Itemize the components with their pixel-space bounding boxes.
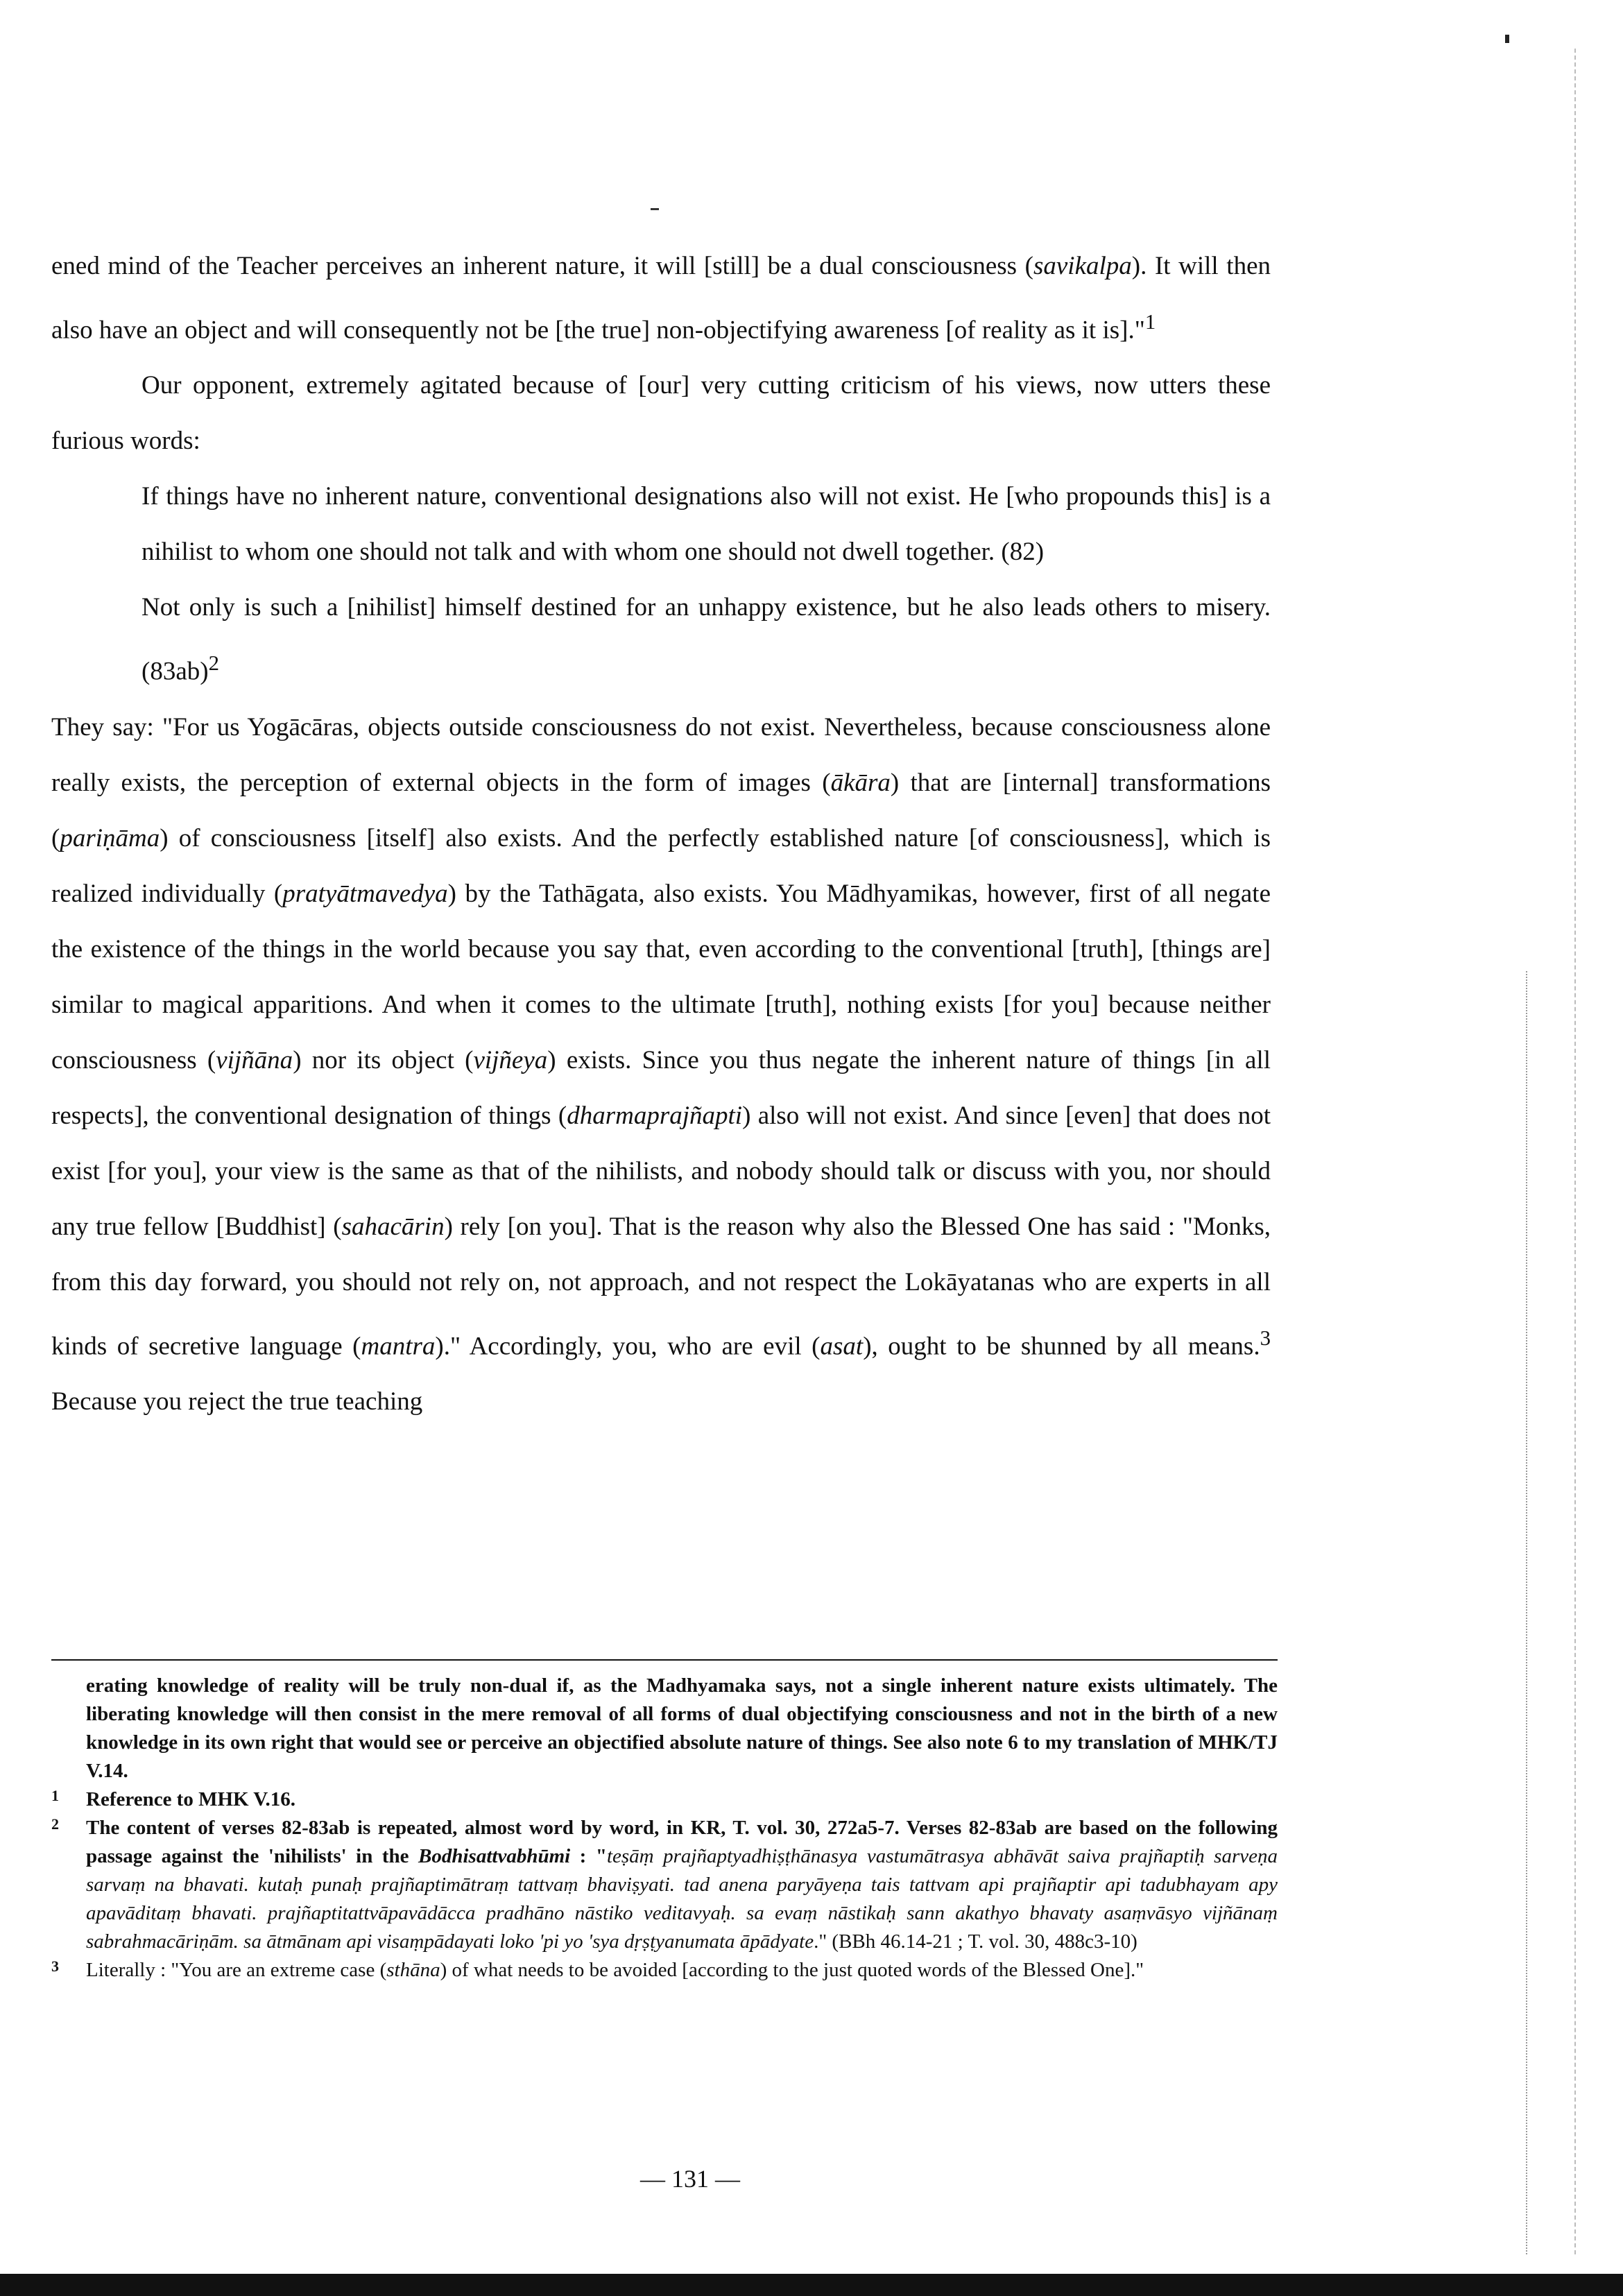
footnote-2: 2 The content of verses 82-83ab is repeated, almost word by word, in KR, T. vol. 30, 272a5-7. Verses 82-83ab are based on the following passage against the 'nihilists' in the Bodhisattvabhūmi : "teṣāṃ prajñaptyadhiṣṭhānasya vastumātrasya abhāvāt saiva prajñaptiḥ sarveṇa sarvaṃ na bhavati. kutaḥ punaḥ prajñaptimātraṃ tattvaṃ bhaviṣyati. tad anena paryāyeṇa tais tattvam api prajñaptir api tadubhayam apy apavāditaṃ bhavati. prajñaptitattvāpavādācca pradhāno nāstiko veditavyaḥ. sa evaṃ nāstikaḥ sann akathyo bhavaty asaṃvāsyo vijñānaṃ sabrahmacāriṇām. sa ātmānam api visaṃpādayati loko 'pi yo 'sya dṛṣṭyanumata āpādyate." (BBh 46.14-21 ; T. vol. 30, 488c3-10)	[51, 1814, 1278, 1956]
page-number: — 131 —	[640, 2165, 740, 2193]
scan-edge-artifact	[1526, 971, 1530, 2254]
scan-bottom-border	[0, 2274, 1623, 2296]
footnote-divider	[51, 1659, 1278, 1661]
footnote-ref: 2	[208, 651, 219, 676]
paragraph: ened mind of the Teacher perceives an inherent nature, it will [still] be a dual consciousness (savikalpa). It will then also have an object and will consequently not be [the true] non-objectifying awareness [of reality as it is]."$^1$	[51, 252, 1271, 345]
footnote-continuation: erating knowledge of reality will be truly non-dual if, as the Madhyamaka says, not a single inherent nature exists ultimately. The liberating knowledge will then consist in the mere removal of all forms of dual objectifying consciousness and not in the birth of a new knowledge in its own right that would see or perceive an objectified absolute nature of things. See also note 6 to my translation of MHK/TJ V.14.	[86, 1674, 1278, 1782]
scan-speck	[1505, 35, 1509, 43]
verse-quote: Not only is such a [nihilist] himself destined for an unhappy existence, but he also leads others to misery. $(83ab)^2$	[141, 593, 1271, 686]
verse-quote: If things have no inherent nature, conventional designations also will not exist. He [who propounds this] is a nihilist to whom one should not talk and with whom one should not dwell together. (82)	[141, 482, 1271, 567]
scan-edge-artifact	[1574, 49, 1580, 2254]
paragraph: They say: "For us Yogācāras, objects outside consciousness do not exist. Nevertheless, because consciousness alone really exists, the perception of external objects in the form of images (ākāra) that are [internal] transformations (pariṇāma) of consciousness [itself] also exists. And the perfectly established nature [of consciousness], which is realized individually (pratyātmavedya) by the Tathāgata, also exists. You Mādhyamikas, however, first of all negate the existence of the things in the world because you say that, even according to the conventional [truth], [things are] similar to magical apparitions. And when it comes to the ultimate [truth], nothing exists [for you] because neither consciousness (vijñāna) nor its object (vijñeya) exists. Since you thus negate the inherent nature of things [in all respects], the conventional designation of things (dharmaprajñapti) also will not exist. And since [even] that does not exist [for you], your view is the same as that of the nihilists, and nobody should talk or discuss with you, nor should any true fellow [Buddhist] (sahacārin) rely [on you]. That is the reason why also the Blessed One has said : "Monks, from this day forward, you should not rely on, not approach, and not respect the Lokāyatanas who are experts in all kinds of secretive language (mantra)." Accordingly, you, who are evil (asat), ought to be shunned by all means.$^3$ Because you reject the true teaching	[51, 712, 1271, 1416]
scan-speck	[651, 208, 659, 210]
footnote-mark: 3	[51, 1957, 59, 1975]
main-text	[51, 239, 1271, 1430]
footnote-1: 1 Reference to MHK V.16.	[51, 1785, 1278, 1814]
footnote-mark: 1	[51, 1787, 59, 1804]
footnote-ref: 1	[1144, 310, 1156, 334]
paragraph: Our opponent, extremely agitated because of [our] very cutting criticism of his views, now utters these furious words:	[51, 371, 1271, 456]
footnote-ref: 3	[1260, 1326, 1271, 1350]
footnote-mark: 2	[51, 1815, 59, 1833]
footnote-3: 3 Literally : "You are an extreme case (sthāna) of what needs to be avoided [according to the just quoted words of the Blessed One]."	[51, 1956, 1278, 1985]
footnotes	[51, 1672, 1278, 1985]
